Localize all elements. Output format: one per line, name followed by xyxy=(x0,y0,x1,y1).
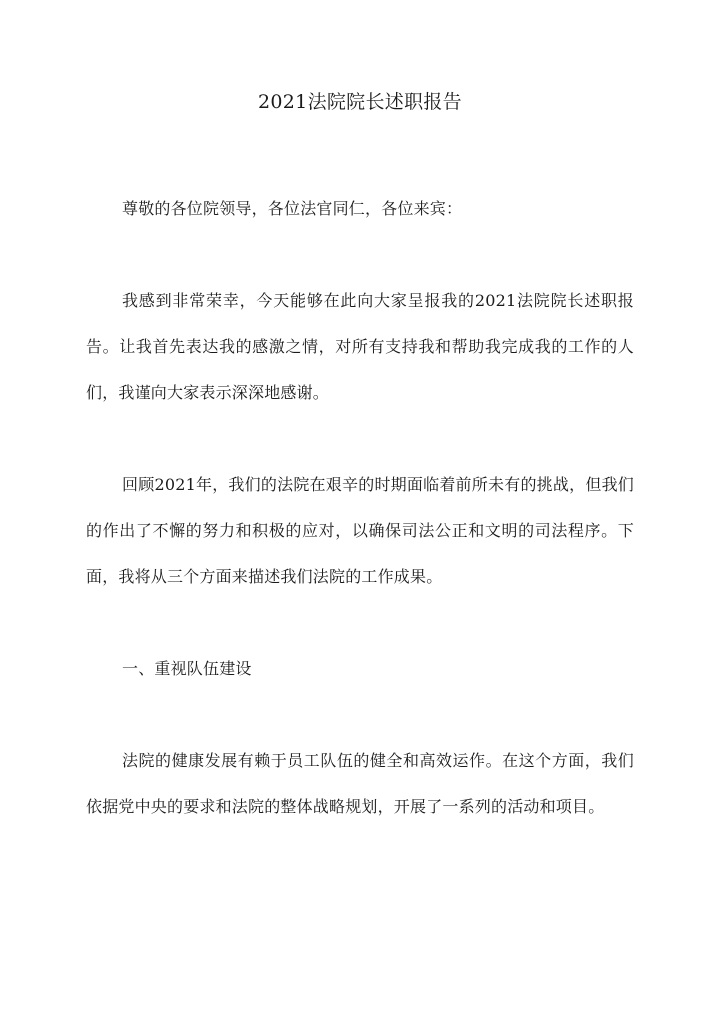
team-building-paragraph: 法院的健康发展有赖于员工队伍的健全和高效运作。在这个方面，我们依据党中央的要求和法院的整体战略规划，开展了一系列的活动和项目。 xyxy=(86,751,634,816)
document-title: 2021法院院长述职报告 xyxy=(258,91,462,113)
intro-paragraph: 我感到非常荣幸，今天能够在此向大家呈报我的2021法院院长述职报告。让我首先表达我的感激之情，对所有支持我和帮助我完成我的工作的人们，我谨向大家表示深深地感谢。 xyxy=(86,291,634,402)
section-heading: 一、重视队伍建设 xyxy=(122,659,252,678)
review-paragraph: 回顾2021年，我们的法院在艰辛的时期面临着前所未有的挑战，但我们的作出了不懈的努力和积极的应对，以确保司法公正和文明的司法程序。下面，我将从三个方面来描述我们法院的工作成果。 xyxy=(86,475,634,586)
greeting-paragraph: 尊敬的各位院领导，各位法官同仁，各位来宾： xyxy=(122,199,463,218)
